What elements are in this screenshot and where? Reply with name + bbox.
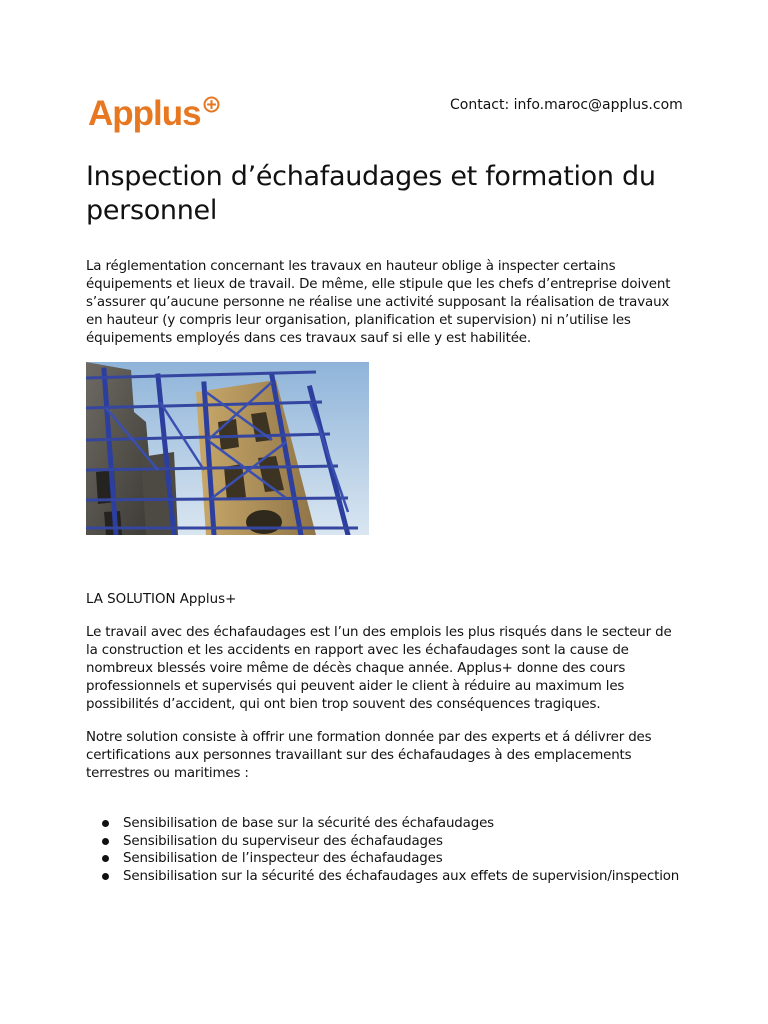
- scaffolding-photo-illustration: [86, 362, 369, 535]
- training-list: [100, 815, 720, 885]
- solution-paragraph-2: Notre solution consiste à offrir une formation donnée par des experts et á délivrer des certifications aux personnes travaillant sur des échafaudages à des emplacements terrestres ou maritimes :: [86, 730, 652, 781]
- applus-logo: [88, 94, 220, 134]
- list-item-text: Sensibilisation sur la sécurité des échafaudages aux effets de supervision/inspection: [123, 868, 680, 884]
- logo-plus-icon: [203, 96, 220, 113]
- list-item: [100, 833, 720, 851]
- solution-paragraph-1: Le travail avec des échafaudages est l’un des emplois les plus risqués dans le secteur de la construction et les accidents en rapport avec les échafaudages sont la cause de nombreux blessés voire même de décès chaque année. Applus+ donne des cours professionnels et supervisés qui peuvent aider le client à réduire au maximum les possibilités d’accident, qui ont bien trop souvent des conséquences tragiques.: [86, 625, 672, 712]
- page-title: Inspection d’échafaudages et formation du personnel: [86, 161, 656, 226]
- list-item-text: Sensibilisation de l’inspecteur des échafaudages: [123, 851, 443, 866]
- bullet-icon: [102, 820, 109, 827]
- page-header: [0, 0, 768, 140]
- scaffolding-photo: [86, 362, 369, 535]
- bullet-icon: [102, 873, 109, 880]
- list-item-text: Sensibilisation du superviseur des échafaudages: [123, 833, 443, 849]
- contact-email: Contact: info.maroc@applus.com: [450, 97, 683, 113]
- section-title: LA SOLUTION Applus+: [86, 592, 237, 607]
- bullet-icon: [102, 838, 109, 845]
- logo-text: Applus: [88, 94, 201, 133]
- list-item: [100, 868, 720, 886]
- bullet-icon: [102, 855, 109, 862]
- list-item: [100, 815, 720, 833]
- intro-paragraph: La réglementation concernant les travaux en hauteur oblige à inspecter certains équipements et lieux de travail. De même, elle stipule que les chefs d’entreprise doivent s’assurer qu’aucune personne ne réalise une activité supposant la réalisation de travaux en hauteur (y compris leur organisation, planification et supervision) ni n’utilise les équipements employés dans ces travaux sauf si elle y est habilitée.: [86, 259, 671, 346]
- list-item: [100, 850, 720, 868]
- list-item-text: Sensibilisation de base sur la sécurité des échafaudages: [123, 816, 494, 831]
